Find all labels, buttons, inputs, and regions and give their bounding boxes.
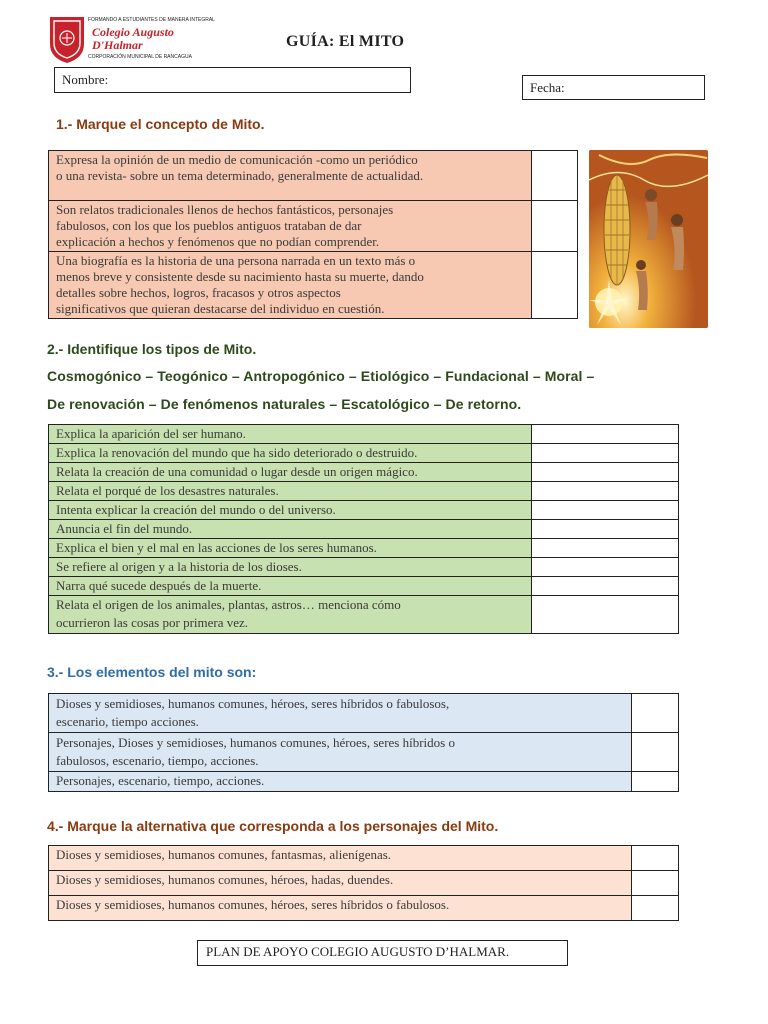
q2-answer-cell[interactable] <box>532 539 679 558</box>
q1-option-2-line: fabulosos, con los que los pueblos antiguos trataban de dar <box>56 218 362 233</box>
q3-table <box>48 693 679 792</box>
q2-row <box>49 539 679 558</box>
q3-option-2-line: fabulosos, escenario, tiempo, acciones. <box>56 753 259 768</box>
page-title: GUÍA: El MITO <box>286 33 405 50</box>
school-logo <box>48 14 215 64</box>
q2-heading: 2.- Identifique los tipos de Mito. <box>47 341 257 357</box>
q2-last-row-line: ocurrieron las cosas por primera vez. <box>56 615 249 630</box>
q1-option-2-line: Son relatos tradicionales llenos de hechos fantásticos, personajes <box>56 202 394 217</box>
q3-option-1-line: Dioses y semidioses, humanos comunes, héroes, seres híbridos o fabulosos, <box>56 696 450 711</box>
q1-answer-cell[interactable] <box>532 201 578 252</box>
q3-option-2-line: Personajes, Dioses y semidioses, humanos comunes, héroes, seres híbridos o <box>56 735 455 750</box>
q3-option-3-line: Personajes, escenario, tiempo, acciones. <box>56 773 265 788</box>
q3-answer-cell[interactable] <box>632 772 679 792</box>
name-field[interactable] <box>54 67 411 93</box>
q2-row-text <box>49 596 532 634</box>
q1-option-2-line: explicación a hechos y fenómenos que no podían comprender. <box>56 234 380 249</box>
q2-row <box>49 482 679 501</box>
q4-option-text: Dioses y semidioses, humanos comunes, fantasmas, alienígenas. <box>49 846 632 871</box>
q1-option-3-line: significativos que quieran destacarse del individuo en cuestión. <box>56 301 385 316</box>
logo-name-line1: Colegio Augusto <box>92 25 174 39</box>
logo-tagline: FORMANDO A ESTUDIANTES DE MANERA INTEGRAL <box>88 17 215 23</box>
q2-answer-cell[interactable] <box>532 425 679 444</box>
q2-row <box>49 520 679 539</box>
maize-gods-illustration-icon <box>589 150 708 328</box>
q1-option-row <box>49 201 578 252</box>
q4-option-row <box>49 896 679 921</box>
q4-option-text: Dioses y semidioses, humanos comunes, héroes, hadas, duendes. <box>49 871 632 896</box>
q2-answer-cell[interactable] <box>532 463 679 482</box>
q3-option-1-line: escenario, tiempo acciones. <box>56 714 199 729</box>
q2-row <box>49 425 679 444</box>
q4-table <box>48 845 679 921</box>
q3-option-row <box>49 772 679 792</box>
q1-option-1-line: Expresa la opinión de un medio de comunicación -como un periódico <box>56 152 418 167</box>
q2-row <box>49 501 679 520</box>
q1-option-text <box>49 201 532 252</box>
q2-row-text: Relata el porqué de los desastres naturales. <box>49 482 532 501</box>
q2-row-text: Relata la creación de una comunidad o lugar desde un origen mágico. <box>49 463 532 482</box>
q4-answer-cell[interactable] <box>632 871 679 896</box>
q1-option-text <box>49 151 532 201</box>
q3-heading: 3.- Los elementos del mito son: <box>47 664 257 680</box>
q2-answer-cell[interactable] <box>532 520 679 539</box>
q2-row-text: Explica la aparición del ser humano. <box>49 425 532 444</box>
q2-row <box>49 463 679 482</box>
q1-answer-cell[interactable] <box>532 252 578 319</box>
school-crest-icon <box>48 14 86 64</box>
q2-row <box>49 444 679 463</box>
q2-row <box>49 558 679 577</box>
q4-answer-cell[interactable] <box>632 896 679 921</box>
footer-box <box>197 940 568 966</box>
q4-answer-cell[interactable] <box>632 846 679 871</box>
q3-option-text <box>49 772 632 792</box>
logo-corporation: CORPORACIÓN MUNICIPAL DE RANCAGUA <box>88 54 192 60</box>
q1-option-3-line: Una biografía es la historia de una persona narrada en un texto más o <box>56 253 416 268</box>
myth-types-line-2: De renovación – De fenómenos naturales – Escatológico – De retorno. <box>47 396 522 412</box>
q4-option-text: Dioses y semidioses, humanos comunes, héroes, seres híbridos o fabulosos. <box>49 896 632 921</box>
q1-option-text <box>49 252 532 319</box>
q2-row-text: Narra qué sucede después de la muerte. <box>49 577 532 596</box>
q2-answer-cell[interactable] <box>532 482 679 501</box>
q3-option-row <box>49 733 679 772</box>
q4-option-row <box>49 846 679 871</box>
q1-answer-cell[interactable] <box>532 151 578 201</box>
q2-last-row-line: Relata el origen de los animales, plantas, astros… menciona cómo <box>56 597 401 612</box>
q4-heading: 4.- Marque la alternativa que corresponda a los personajes del Mito. <box>47 818 499 834</box>
q2-row <box>49 577 679 596</box>
q2-answer-cell[interactable] <box>532 501 679 520</box>
name-label: Nombre: <box>62 72 109 87</box>
q1-table <box>48 150 578 319</box>
logo-name-line2: D'Halmar <box>92 38 143 52</box>
q1-option-row <box>49 151 578 201</box>
q1-option-row <box>49 252 578 319</box>
myth-types-line-1: Cosmogónico – Teogónico – Antropogónico – Etiológico – Fundacional – Moral – <box>47 368 595 384</box>
q2-row-text: Anuncia el fin del mundo. <box>49 520 532 539</box>
q1-option-3-line: menos breve y consistente desde su nacimiento hasta su muerte, dando <box>56 269 424 284</box>
q3-option-row <box>49 694 679 733</box>
date-label: Fecha: <box>530 80 565 95</box>
myth-illustration <box>589 150 708 328</box>
date-field[interactable] <box>522 75 705 100</box>
q1-heading: 1.- Marque el concepto de Mito. <box>56 116 265 132</box>
q2-row-text: Explica el bien y el mal en las acciones de los seres humanos. <box>49 539 532 558</box>
q2-answer-cell[interactable] <box>532 596 679 634</box>
q2-row-text: Intenta explicar la creación del mundo o del universo. <box>49 501 532 520</box>
footer-text: PLAN DE APOYO COLEGIO AUGUSTO D’HALMAR. <box>206 944 510 959</box>
q2-row <box>49 596 679 634</box>
q2-answer-cell[interactable] <box>532 577 679 596</box>
q1-option-3-line: detalles sobre hechos, logros, fracasos y otros aspectos <box>56 285 341 300</box>
q2-row-text: Se refiere al origen y a la historia de los dioses. <box>49 558 532 577</box>
q3-answer-cell[interactable] <box>632 694 679 733</box>
q4-option-row <box>49 871 679 896</box>
q2-row-text: Explica la renovación del mundo que ha sido deteriorado o destruido. <box>49 444 532 463</box>
q3-option-text <box>49 733 632 772</box>
q1-option-1-line: o una revista- sobre un tema determinado, generalmente de actualidad. <box>56 168 424 183</box>
q2-answer-cell[interactable] <box>532 444 679 463</box>
q3-answer-cell[interactable] <box>632 733 679 772</box>
q3-option-text <box>49 694 632 733</box>
q2-table <box>48 424 679 634</box>
q2-answer-cell[interactable] <box>532 558 679 577</box>
